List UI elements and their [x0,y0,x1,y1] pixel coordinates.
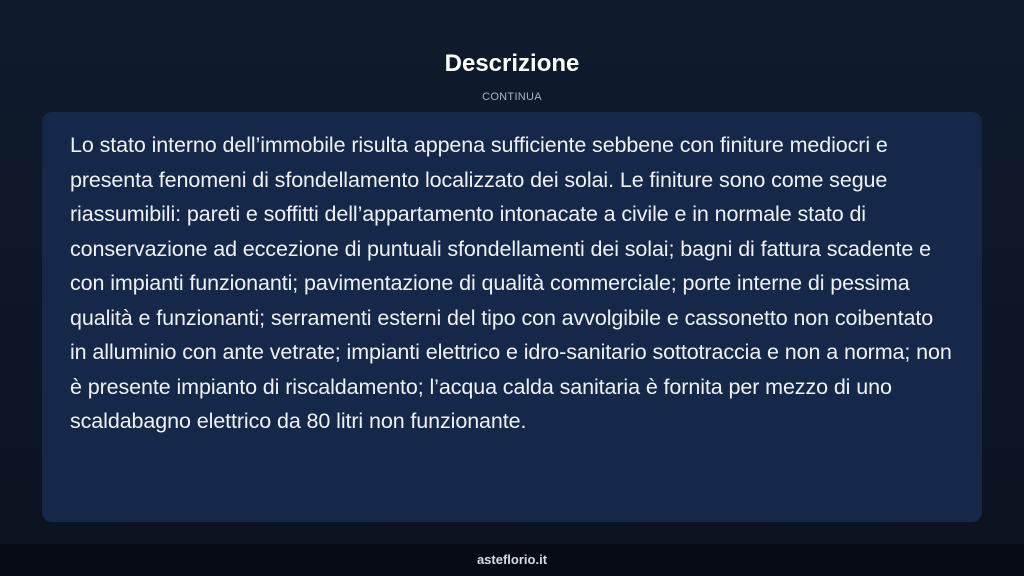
continue-label: CONTINUA [482,91,542,103]
description-text: Lo stato interno dell’immobile risulta appena sufficiente sebbene con finiture mediocri e presenta fenomeni di sfondellamento localizzato dei solai. Le finiture sono come segue riassumibili: pareti e soffitti dell’appartamento intonacate a civile e in normale stato di conservazione ad eccezione di puntuali sfondellamenti dei solai; bagni di fattura scadente e con impianti funzionanti; pavimentazione di qualità commerciale; porte interne di pessima qualità e funzionanti; serramenti esterni del tipo con avvolgibile e cassonetto non coibentato in alluminio con ante vetrate; impianti elettrico e idro-sanitario sottotraccia e non a norma; non è presente impianto di riscaldamento; l’acqua calda sanitaria è fornita per mezzo di uno scaldabagno elettrico da 80 litri non funzionante. [70,133,952,433]
description-card [42,112,982,522]
page-title: Descrizione [444,50,580,77]
footer-brand: asteflorio.it [476,552,548,567]
footer-bar [0,544,1024,576]
